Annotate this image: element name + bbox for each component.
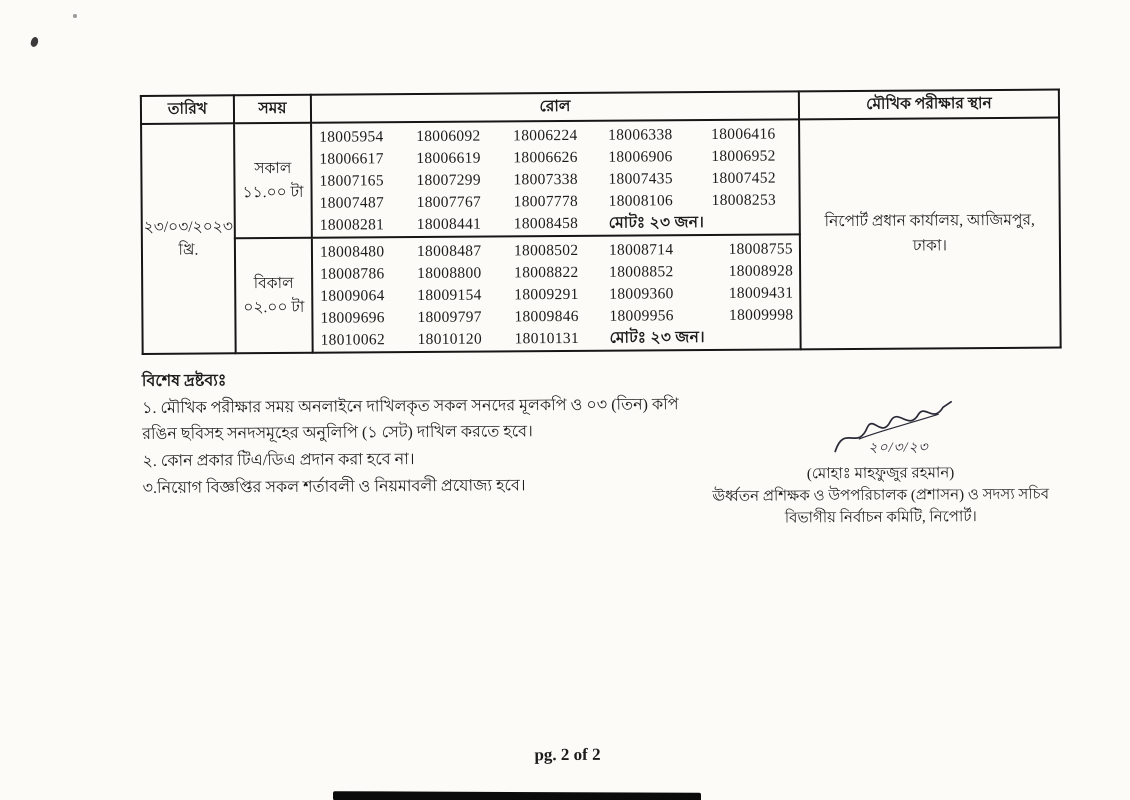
roll-number: 18009696 xyxy=(320,309,385,327)
roll-number: 18005954 xyxy=(319,128,384,146)
roll-number: 18007767 xyxy=(416,193,482,212)
note-item: ৩.নিয়োগ বিজ্ঞপ্তির সকল শর্তাবলী ও নিয়মাবলী প্রযোজ্য হবে। xyxy=(142,477,526,497)
time-line: ০২.০০ টা xyxy=(243,298,305,316)
signature-date: ২০/৩/২৩ xyxy=(868,440,929,456)
roll-number: 18009431 xyxy=(728,284,794,302)
roll-number: 18008487 xyxy=(416,242,482,261)
date-line: খ্রি. xyxy=(178,241,199,259)
roll-number: 18008852 xyxy=(609,263,674,281)
venue-line: ঢাকা। xyxy=(912,237,948,255)
venue-line: নিপোর্ট প্রধান কার্যালয়, আজিমপুর, xyxy=(824,211,1035,231)
header-time: সময় xyxy=(234,95,311,124)
date-line: ২৩/০৩/২০২৩ xyxy=(143,218,233,236)
time-line: বিকাল xyxy=(253,274,294,292)
roll-number: 18006338 xyxy=(608,126,673,144)
roll-number: 18006617 xyxy=(319,150,384,168)
signatory-name: (মোহাঃ মাহফুজুর রহমান) xyxy=(806,465,955,483)
roll-number: 18008800 xyxy=(417,264,482,283)
roll-number: 18006952 xyxy=(711,147,776,165)
signatory-title: ঊর্ধ্বতন প্রশিক্ষক ও উপপরিচালক (প্রশাসন) ও সদস্য সচিব xyxy=(712,486,1050,505)
roll-number: 18008441 xyxy=(416,215,482,234)
header-date: তারিখ xyxy=(141,95,234,124)
table-row xyxy=(141,118,1060,239)
roll-number: 18007778 xyxy=(513,192,579,211)
roll-number: 18008458 xyxy=(513,214,579,233)
roll-number: 18009291 xyxy=(514,285,579,304)
roll-number: 18008281 xyxy=(319,216,385,234)
roll-number: 18007338 xyxy=(513,170,578,189)
notes-section xyxy=(142,365,711,503)
page-number: pg. 2 of 2 xyxy=(534,744,601,765)
roll-number: 18007452 xyxy=(711,169,776,187)
roll-number: 18008755 xyxy=(728,240,794,258)
signature-area xyxy=(690,409,1070,464)
signatory-title: বিভাগীয় নির্বাচন কমিটি, নিপোর্ট। xyxy=(784,509,977,527)
roll-number: 18009797 xyxy=(417,308,482,327)
time-cell-morning xyxy=(234,123,312,239)
header-roll: রোল xyxy=(311,91,799,122)
roll-number: 18010120 xyxy=(417,330,483,349)
roll-number: 18009846 xyxy=(514,307,579,326)
roll-number: 18008106 xyxy=(608,192,674,210)
roll-number: 18008480 xyxy=(319,243,385,261)
roll-number: 18007435 xyxy=(608,170,673,188)
roll-number: 18006092 xyxy=(416,127,481,146)
roll-number: 18007487 xyxy=(319,194,385,212)
roll-cell-morning xyxy=(311,119,800,237)
session-total: মোটঃ ২৩ জন। xyxy=(608,214,705,232)
date-cell xyxy=(141,123,236,354)
venue-cell xyxy=(799,118,1061,350)
roll-number: 18008822 xyxy=(514,263,579,282)
time-line: সকাল xyxy=(254,159,292,177)
time-cell-afternoon xyxy=(235,238,313,354)
roll-number: 18010062 xyxy=(320,331,386,349)
time-line: ১১.০০ টা xyxy=(242,183,304,201)
roll-number: 18008786 xyxy=(320,265,385,283)
roll-number: 18009154 xyxy=(417,286,482,305)
roll-number: 18006416 xyxy=(711,125,776,143)
roll-number: 18008502 xyxy=(513,241,579,260)
roll-number: 18009956 xyxy=(609,307,674,325)
roll-number: 18006906 xyxy=(608,148,673,166)
schedule-table xyxy=(140,89,1062,355)
note-item: ১. মৌখিক পরীক্ষার সময় অনলাইনে দাখিলকৃত সকল সনদের মূলকপি ও ০৩ (তিন) কপি রঙিন ছবিসহ সনদসমূহের অনুলিপি (১ সেট) দাখিল করতে হবে। xyxy=(141,396,679,443)
roll-number: 18006224 xyxy=(513,126,578,145)
header-venue: মৌখিক পরীক্ষার স্থান xyxy=(799,90,1059,120)
roll-number: 18009064 xyxy=(320,287,385,305)
scan-artifact xyxy=(333,791,701,800)
roll-number xyxy=(712,211,799,234)
notes-title: বিশেষ দ্রষ্টব্যঃ xyxy=(141,372,227,390)
roll-number xyxy=(712,326,799,349)
roll-cell-afternoon xyxy=(312,234,801,352)
signature-block xyxy=(690,409,1071,530)
session-total: মোটঃ ২৩ জন। xyxy=(609,329,706,347)
note-item: ২. কোন প্রকার টিএ/ডিএ প্রদান করা হবে না। xyxy=(142,451,415,470)
roll-number: 18008714 xyxy=(608,241,674,259)
roll-number: 18008928 xyxy=(728,262,794,280)
roll-number: 18010131 xyxy=(514,329,580,348)
roll-number: 18006626 xyxy=(513,148,578,167)
roll-number: 18009360 xyxy=(609,285,674,303)
roll-grid-morning xyxy=(312,123,799,236)
roll-number: 18006619 xyxy=(416,149,481,168)
roll-grid-afternoon xyxy=(313,238,800,351)
roll-number: 18007165 xyxy=(319,172,384,190)
roll-number: 18009998 xyxy=(728,306,794,324)
roll-number: 18007299 xyxy=(416,171,481,190)
roll-number: 18008253 xyxy=(711,191,777,209)
